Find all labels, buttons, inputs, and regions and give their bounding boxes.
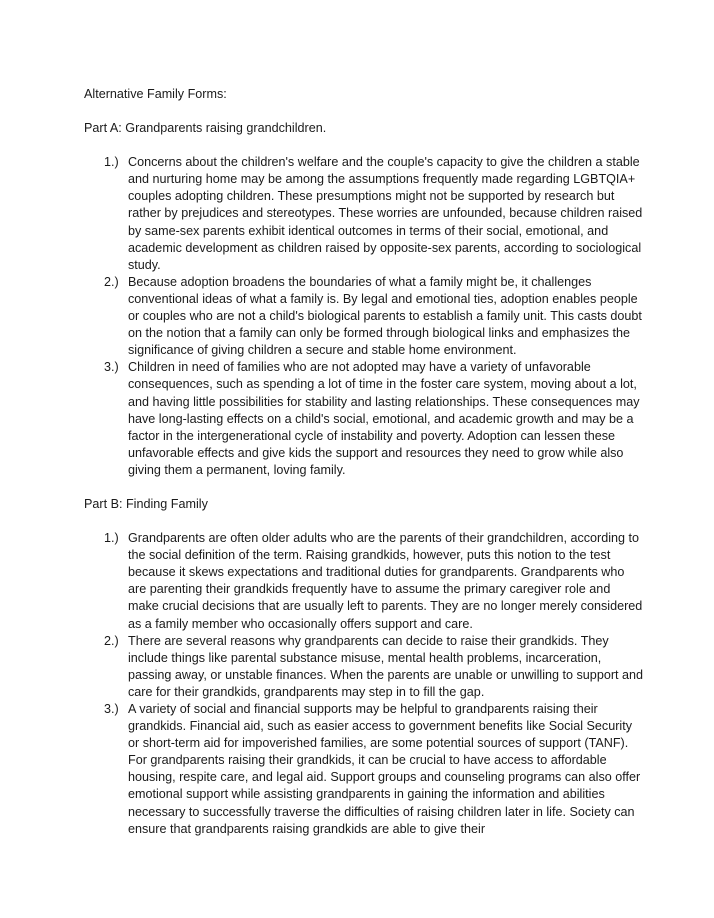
list-item-text: Because adoption broadens the boundaries of what a family might be, it challenges conventional ideas of what a family is. By legal and emotional ties, adoption enables people or couples who are not a child's biological parents to establish a family unit. This casts doubt on the notion that a family can only be formed through biological links and emphasizes the significance of giving children a secure and stable home environment. xyxy=(128,274,642,358)
part-a-heading: Part A: Grandparents raising grandchildren. xyxy=(84,121,327,136)
part-b-heading: Part B: Finding Family xyxy=(84,496,208,511)
part-b-item-1 xyxy=(84,530,644,633)
part-b-item-3 xyxy=(84,701,644,838)
list-item-text: A variety of social and financial supports may be helpful to grandparents raising their grandkids. Financial aid, such as easier access to government benefits like Social Security or short-term aid for impoverished families, are some potential sources of support (TANF). For grandparents raising their grandkids, it can be crucial to have access to affordable housing, respite care, and legal aid. Support groups and counseling programs can also offer emotional support while assisting grandparents in gaining the information and abilities necessary to successfully traverse the difficulties of raising children later in life. Society can ensure that grandparents raising grandkids are able to give their xyxy=(128,702,641,836)
document-title: Alternative Family Forms: xyxy=(84,87,227,101)
part-b-list xyxy=(84,530,644,838)
part-a-item-3 xyxy=(84,359,644,479)
list-number: 1.) xyxy=(104,155,119,170)
list-number: 3.) xyxy=(104,360,119,375)
document-page xyxy=(84,86,644,855)
list-item-text: Children in need of families who are not adopted may have a variety of unfavorable consequences, such as spending a lot of time in the foster care system, moving about a lot, and having little possibilities for stability and lasting relationships. These consequences may have long-lasting effects on a child's social, emotional, and academic growth and may be a factor in the intergenerational cycle of instability and poverty. Adoption can lessen these unfavorable effects and give kids the support and resources they need to grow while also giving them a permanent, loving family. xyxy=(128,360,640,477)
part-a-item-2 xyxy=(84,274,644,359)
list-item-text: There are several reasons why grandparents can decide to raise their grandkids. They include things like parental substance misuse, mental health problems, incarceration, passing away, or unstable finances. When the parents are unable or unwilling to support and care for their grandkids, grandparents may step in to fill the gap. xyxy=(128,633,644,699)
list-number: 2.) xyxy=(104,633,119,648)
part-a-list xyxy=(84,154,644,479)
list-item-text: Grandparents are often older adults who are the parents of their grandchildren, according to the social definition of the term. Raising grandkids, however, puts this notion to the test because it skews expectations and traditional duties for grandparents. Grandparents who are parenting their grandkids frequently have to assume the primary caregiver role and make crucial decisions that are usually left to parents. They are no longer merely considered as a family member who occasionally offers support and care. xyxy=(128,531,643,631)
part-a-item-1 xyxy=(84,154,644,274)
list-number: 2.) xyxy=(104,274,119,289)
list-number: 3.) xyxy=(104,702,119,716)
list-item-text: Concerns about the children's welfare and the couple's capacity to give the children a stable and nurturing home may be among the assumptions frequently made regarding LGBTQIA+ couples adopting children. These presumptions might not be supported by research but rather by prejudices and stereotypes. These worries are unfounded, because children raised by same-sex parents exhibit identical outcomes in terms of their social, emotional, and academic development as children raised by opposite-sex parents, according to sociological study. xyxy=(128,155,643,272)
list-number: 1.) xyxy=(104,531,119,546)
part-b-item-2 xyxy=(84,633,644,701)
